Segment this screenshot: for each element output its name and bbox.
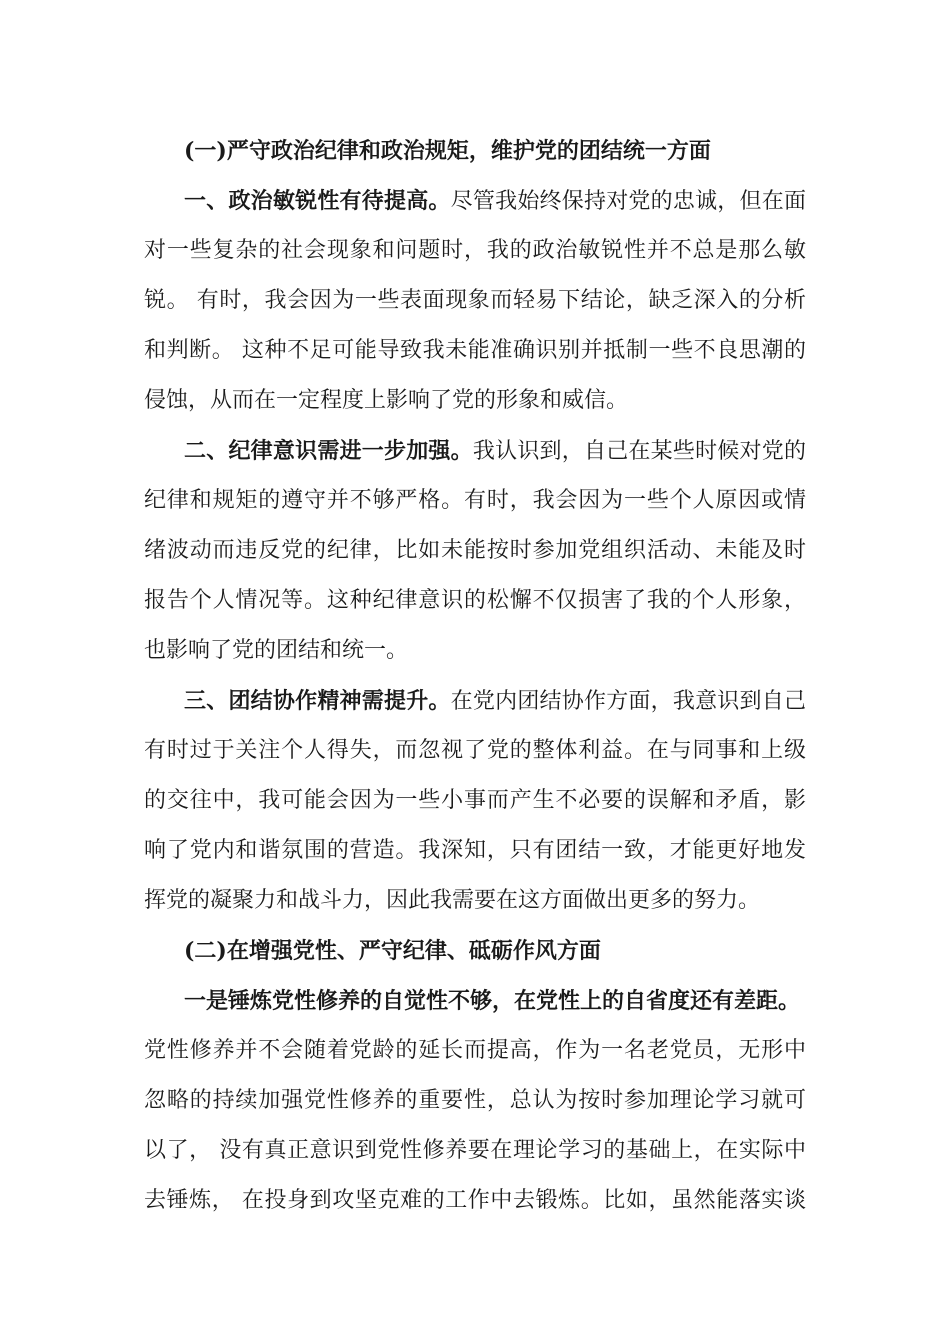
paragraph-line: 响了党内和谐氛围的营造。我深知，只有团结一致，才能更好地发: [144, 838, 806, 863]
paragraph-discipline-awareness: [144, 426, 806, 676]
paragraph-line: 对一些复杂的社会现象和问题时，我的政治敏锐性并不总是那么敏: [144, 238, 806, 263]
paragraph-line: 去锤炼， 在投身到攻坚克难的工作中去锻炼。比如，虽然能落实谈: [144, 1188, 806, 1213]
section-heading-1: (一)严守政治纪律和政治规矩，维护党的团结统一方面: [184, 138, 711, 164]
paragraph-party-cultivation: [144, 976, 806, 1226]
section-heading-2: (二)在增强党性、严守纪律、砥砺作风方面: [184, 938, 601, 964]
point-text: 我认识到，自己在某些时候对党的: [472, 439, 806, 464]
paragraph-political-sensitivity: [144, 176, 806, 426]
paragraph-line: [144, 426, 806, 476]
point-text: 尽管我始终保持对党的忠诚，但在面: [450, 189, 806, 214]
paragraph-line: 也影响了党的团结和统一。: [144, 638, 409, 663]
point-title: 一是锤炼党性修养的自觉性不够，在党性上的自省度还有差距。: [184, 988, 801, 1014]
paragraph-line: [144, 676, 806, 726]
paragraph-line: 挥党的凝聚力和战斗力，因此我需要在这方面做出更多的努力。: [144, 888, 761, 913]
paragraph-teamwork-spirit: [144, 676, 806, 926]
paragraph-line: 锐。 有时，我会因为一些表面现象而轻易下结论，缺乏深入的分析: [144, 288, 806, 313]
paragraph-line: 侵蚀，从而在一定程度上影响了党的形象和威信。: [144, 388, 629, 413]
paragraph-line: 党性修养并不会随着党龄的延长而提高，作为一名老党员，无形中: [144, 1038, 806, 1063]
paragraph-line: 有时过于关注个人得失，而忽视了党的整体利益。在与同事和上级: [144, 738, 806, 763]
paragraph-line: 的交往中，我可能会因为一些小事而产生不必要的误解和矛盾，影: [144, 788, 806, 813]
paragraph-line: 忽略的持续加强党性修养的重要性，总认为按时参加理论学习就可: [144, 1088, 806, 1113]
point-title: 一、政治敏锐性有待提高。: [184, 188, 451, 214]
paragraph-line: 纪律和规矩的遵守并不够严格。有时，我会因为一些个人原因或情: [144, 488, 806, 513]
paragraph-line: [144, 176, 806, 226]
paragraph-line: 报告个人情况等。这种纪律意识的松懈不仅损害了我的个人形象，: [144, 588, 806, 613]
point-title: 三、团结协作精神需提升。: [184, 688, 451, 714]
paragraph-line: 绪波动而违反党的纪律，比如未能按时参加党组织活动、未能及时: [144, 538, 806, 563]
paragraph-line: 以了， 没有真正意识到党性修养要在理论学习的基础上，在实际中: [144, 1138, 806, 1163]
paragraph-line: 和判断。 这种不足可能导致我未能准确识别并抵制一些不良思潮的: [144, 338, 806, 363]
point-title: 二、纪律意识需进一步加强。: [184, 438, 473, 464]
point-text: 在党内团结协作方面，我意识到自己: [450, 689, 806, 714]
